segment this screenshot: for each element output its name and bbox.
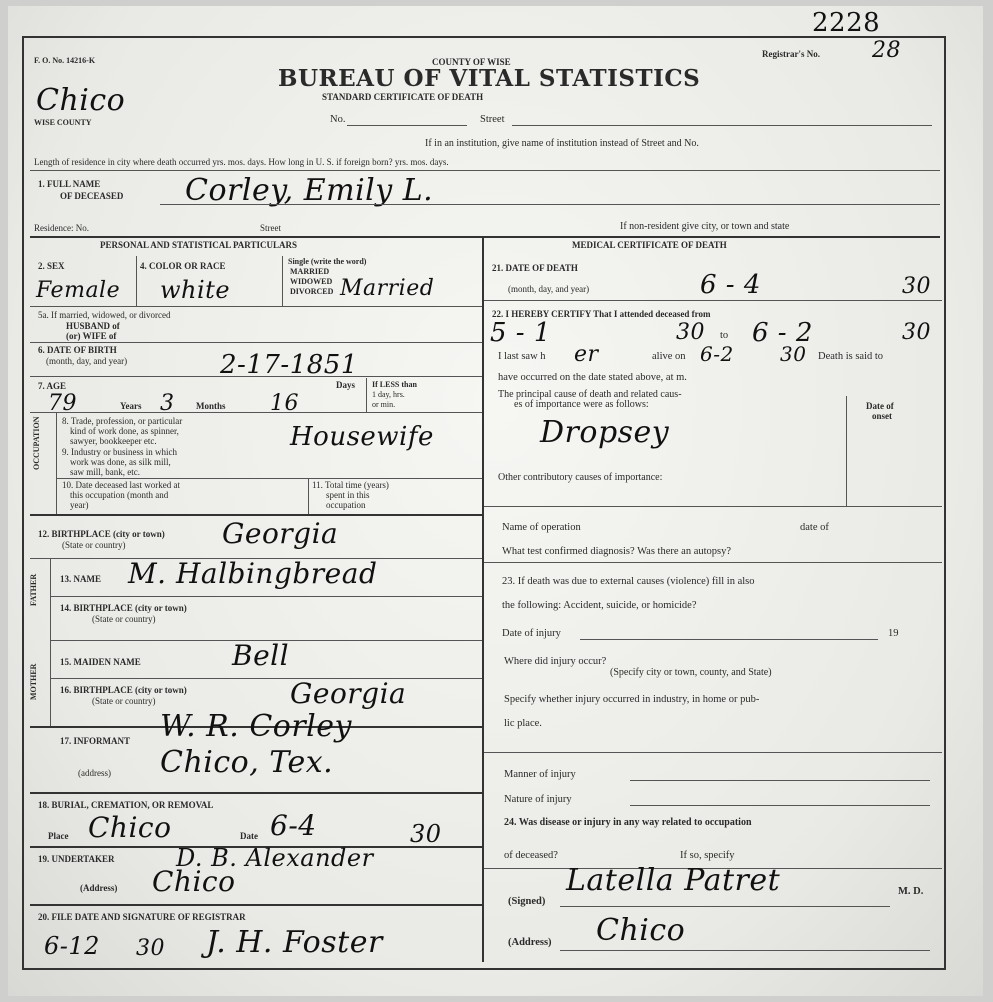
burial-year-value: 30 <box>410 820 442 848</box>
test-label: What test confirmed diagnosis? Was there an autopsy? <box>502 546 732 557</box>
last-worked-label-2: this occupation (month and <box>70 490 169 500</box>
file-date-value: 6-12 <box>44 932 100 960</box>
registrar-no-value: 28 <box>872 38 901 63</box>
cause-label-2: es of importance were as follows: <box>514 399 649 410</box>
physician-address-value: Chico <box>596 913 686 948</box>
mother-birthplace-label: 16. BIRTHPLACE (city or town) <box>60 685 187 695</box>
residence-length-label: Length of residence in city where death occurred yrs. mos. days. How long in U. S. if foreign born? yrs. mos. days. <box>34 157 449 167</box>
deceased-name: Corley, Emily L. <box>185 173 434 208</box>
operation-date-label: date of <box>800 522 829 533</box>
occupation-side-label: OCCUPATION <box>32 416 41 470</box>
signed-address-label: (Address) <box>508 937 552 948</box>
county-line: COUNTY OF WISE <box>432 57 511 67</box>
years-label: Years <box>120 401 142 411</box>
full-name-label-2: OF DECEASED <box>60 191 124 201</box>
informant-address-value: Chico, Tex. <box>160 745 334 780</box>
medical-header: MEDICAL CERTIFICATE OF DEATH <box>572 240 727 250</box>
certify-label: 22. I HEREBY CERTIFY That I attended deceased from <box>492 309 711 319</box>
date-onset-label: Date of <box>866 401 894 411</box>
father-birthplace-label: 14. BIRTHPLACE (city or town) <box>60 603 187 613</box>
related-label: 24. Was disease or injury in any way related to occupation <box>504 817 752 828</box>
death-year-value: 30 <box>902 274 931 299</box>
form-number: F. O. No. 14216-K <box>34 56 96 65</box>
operation-label: Name of operation <box>502 522 581 533</box>
death-date-label-2: (month, day, and year) <box>508 284 590 294</box>
marital-value: Married <box>340 276 435 301</box>
death-date-value: 6 - 4 <box>700 270 761 300</box>
attended-from-value: 5 - 1 <box>490 318 551 348</box>
document-subtitle: STANDARD CERTIFICATE OF DEATH <box>322 92 484 102</box>
birth-date-label-2: (month, day, and year) <box>46 356 128 366</box>
last-worked-label-3: year) <box>70 500 89 510</box>
wise-county-label: WISE COUNTY <box>34 118 92 127</box>
saw-label: I last saw h <box>498 351 546 362</box>
attended-from-year: 30 <box>676 320 705 345</box>
birthplace-label: 12. BIRTHPLACE (city or town) <box>38 529 165 539</box>
industry-label-1: 9. Industry or business in which <box>62 447 177 457</box>
residence-label: Residence: No. <box>34 223 89 233</box>
spouse-label-3: (or) WIFE of <box>66 331 117 341</box>
residence-street-label: Street <box>260 223 281 233</box>
related-label-3: If so, specify <box>680 850 735 861</box>
occupation-value: Housewife <box>290 422 434 452</box>
alive-on-label: alive on <box>652 351 686 362</box>
injury-where-label-2: (Specify city or town, county, and State) <box>610 667 772 678</box>
informant-label: 17. INFORMANT <box>60 736 130 746</box>
age-years: 79 <box>48 391 77 416</box>
sex-value: Female <box>36 278 121 303</box>
days-label: Days <box>336 380 356 390</box>
saw-year-value: 30 <box>780 342 807 366</box>
birthplace-label-2: (State or country) <box>62 540 126 550</box>
occupation-label-2: kind of work done, as spinner, <box>70 426 179 436</box>
birth-date-label: 6. DATE OF BIRTH <box>38 345 117 355</box>
marital-label: Single (write the word) <box>288 257 367 266</box>
signed-label: (Signed) <box>508 896 546 907</box>
burial-place-value: Chico <box>88 811 172 844</box>
cause-label: The principal cause of death and related caus- <box>498 389 682 400</box>
marital-divorced: DIVORCED <box>290 287 334 296</box>
no-label: No. <box>330 114 346 125</box>
birthplace-value: Georgia <box>222 517 339 550</box>
injury-year-label: 19 <box>888 628 899 639</box>
md-label: M. D. <box>898 886 924 897</box>
sex-label: 2. SEX <box>38 261 65 271</box>
undertaker-label: 19. UNDERTAKER <box>38 854 115 864</box>
burial-place-label: Place <box>48 831 69 841</box>
injury-date-label: Date of injury <box>502 628 561 639</box>
injury-where-label: Where did injury occur? <box>504 656 607 667</box>
specify-label-2: lic place. <box>504 718 542 729</box>
undertaker-address-label: (Address) <box>80 883 118 893</box>
race-value: white <box>160 276 231 304</box>
date-onset-label-2: onset <box>872 411 892 421</box>
burial-date-value: 6-4 <box>270 809 317 842</box>
full-name-label: 1. FULL NAME <box>38 179 101 189</box>
spouse-label: 5a. If married, widowed, or divorced <box>38 310 171 320</box>
undertaker-address-value: Chico <box>152 865 236 898</box>
related-label-2: of deceased? <box>504 850 558 861</box>
occupation-label-1: 8. Trade, profession, or particular <box>62 416 183 426</box>
birth-date-value: 2-17-1851 <box>220 350 358 380</box>
less-than-label-3: or min. <box>372 400 396 409</box>
father-side-label: FATHER <box>29 573 38 606</box>
informant-value: W. R. Corley <box>160 709 352 744</box>
registrar-signature: J. H. Foster <box>206 925 383 960</box>
physician-signature: Latella Patret <box>566 863 781 898</box>
age-months: 3 <box>160 391 175 416</box>
father-name-value: M. Halbingbread <box>128 557 378 590</box>
saw-her-value: er <box>574 342 599 367</box>
external-label-2: the following: Accident, suicide, or homicide? <box>502 600 697 611</box>
mother-birthplace-label-2: (State or country) <box>92 696 156 706</box>
father-name-label: 13. NAME <box>60 574 101 584</box>
nonresident-note: If non-resident give city, or town and state <box>620 221 790 232</box>
contributory-label: Other contributory causes of importance: <box>498 472 663 483</box>
months-label: Months <box>196 401 226 411</box>
total-time-label-1: 11. Total time (years) <box>312 480 389 490</box>
maiden-name-value: Bell <box>232 639 290 672</box>
top-right-number: 2228 <box>812 8 881 38</box>
attended-to-year: 30 <box>902 320 931 345</box>
age-label: 7. AGE <box>38 381 67 391</box>
marital-widowed: WIDOWED <box>290 277 333 286</box>
burial-label: 18. BURIAL, CREMATION, OR REMOVAL <box>38 800 214 810</box>
color-label: 4. COLOR OR RACE <box>140 261 226 271</box>
industry-label-3: saw mill, bank, etc. <box>70 467 140 477</box>
spouse-label-2: HUSBAND of <box>66 321 120 331</box>
street-label: Street <box>480 114 505 125</box>
file-year-value: 30 <box>136 936 165 961</box>
place-handwritten: Chico <box>36 83 126 118</box>
maiden-name-label: 15. MAIDEN NAME <box>60 657 141 667</box>
external-label: 23. If death was due to external causes (violence) fill in also <box>502 576 755 587</box>
burial-date-label: Date <box>240 831 258 841</box>
informant-address-label: (address) <box>78 768 111 778</box>
mother-side-label: MOTHER <box>29 663 38 700</box>
death-said-label: Death is said to <box>818 351 884 362</box>
less-than-label: If LESS than <box>372 380 417 389</box>
industry-label-2: work was done, as silk mill, <box>70 457 171 467</box>
registrar-no-label: Registrar's No. <box>762 49 820 59</box>
document-title: BUREAU OF VITAL STATISTICS <box>278 65 701 92</box>
total-time-label-2: spent in this <box>326 490 370 500</box>
file-date-label: 20. FILE DATE AND SIGNATURE OF REGISTRAR <box>38 912 246 922</box>
mother-birthplace-value: Georgia <box>290 677 407 710</box>
marital-married: MARRIED <box>290 267 330 276</box>
occurred-label: have occurred on the date stated above, at m. <box>498 372 687 383</box>
less-than-label-2: 1 day, hrs. <box>372 390 405 399</box>
institution-note: If in an institution, give name of institution instead of Street and No. <box>425 138 699 149</box>
attended-to-value: 6 - 2 <box>752 318 813 348</box>
occupation-label-3: sawyer, bookkeeper etc. <box>70 436 157 446</box>
father-birthplace-label-2: (State or country) <box>92 614 156 624</box>
to-label: to <box>720 330 729 341</box>
manner-label: Manner of injury <box>504 769 576 780</box>
death-date-label: 21. DATE OF DEATH <box>492 263 578 273</box>
saw-alive-value: 6-2 <box>700 342 734 366</box>
cause-value: Dropsey <box>540 415 670 450</box>
nature-label: Nature of injury <box>504 794 572 805</box>
age-days: 16 <box>270 391 299 416</box>
specify-label: Specify whether injury occurred in industry, in home or pub- <box>504 694 760 705</box>
total-time-label-3: occupation <box>326 500 366 510</box>
last-worked-label-1: 10. Date deceased last worked at <box>62 480 180 490</box>
personal-header: PERSONAL AND STATISTICAL PARTICULARS <box>100 240 297 250</box>
undertaker-value: D. B. Alexander <box>176 844 374 872</box>
